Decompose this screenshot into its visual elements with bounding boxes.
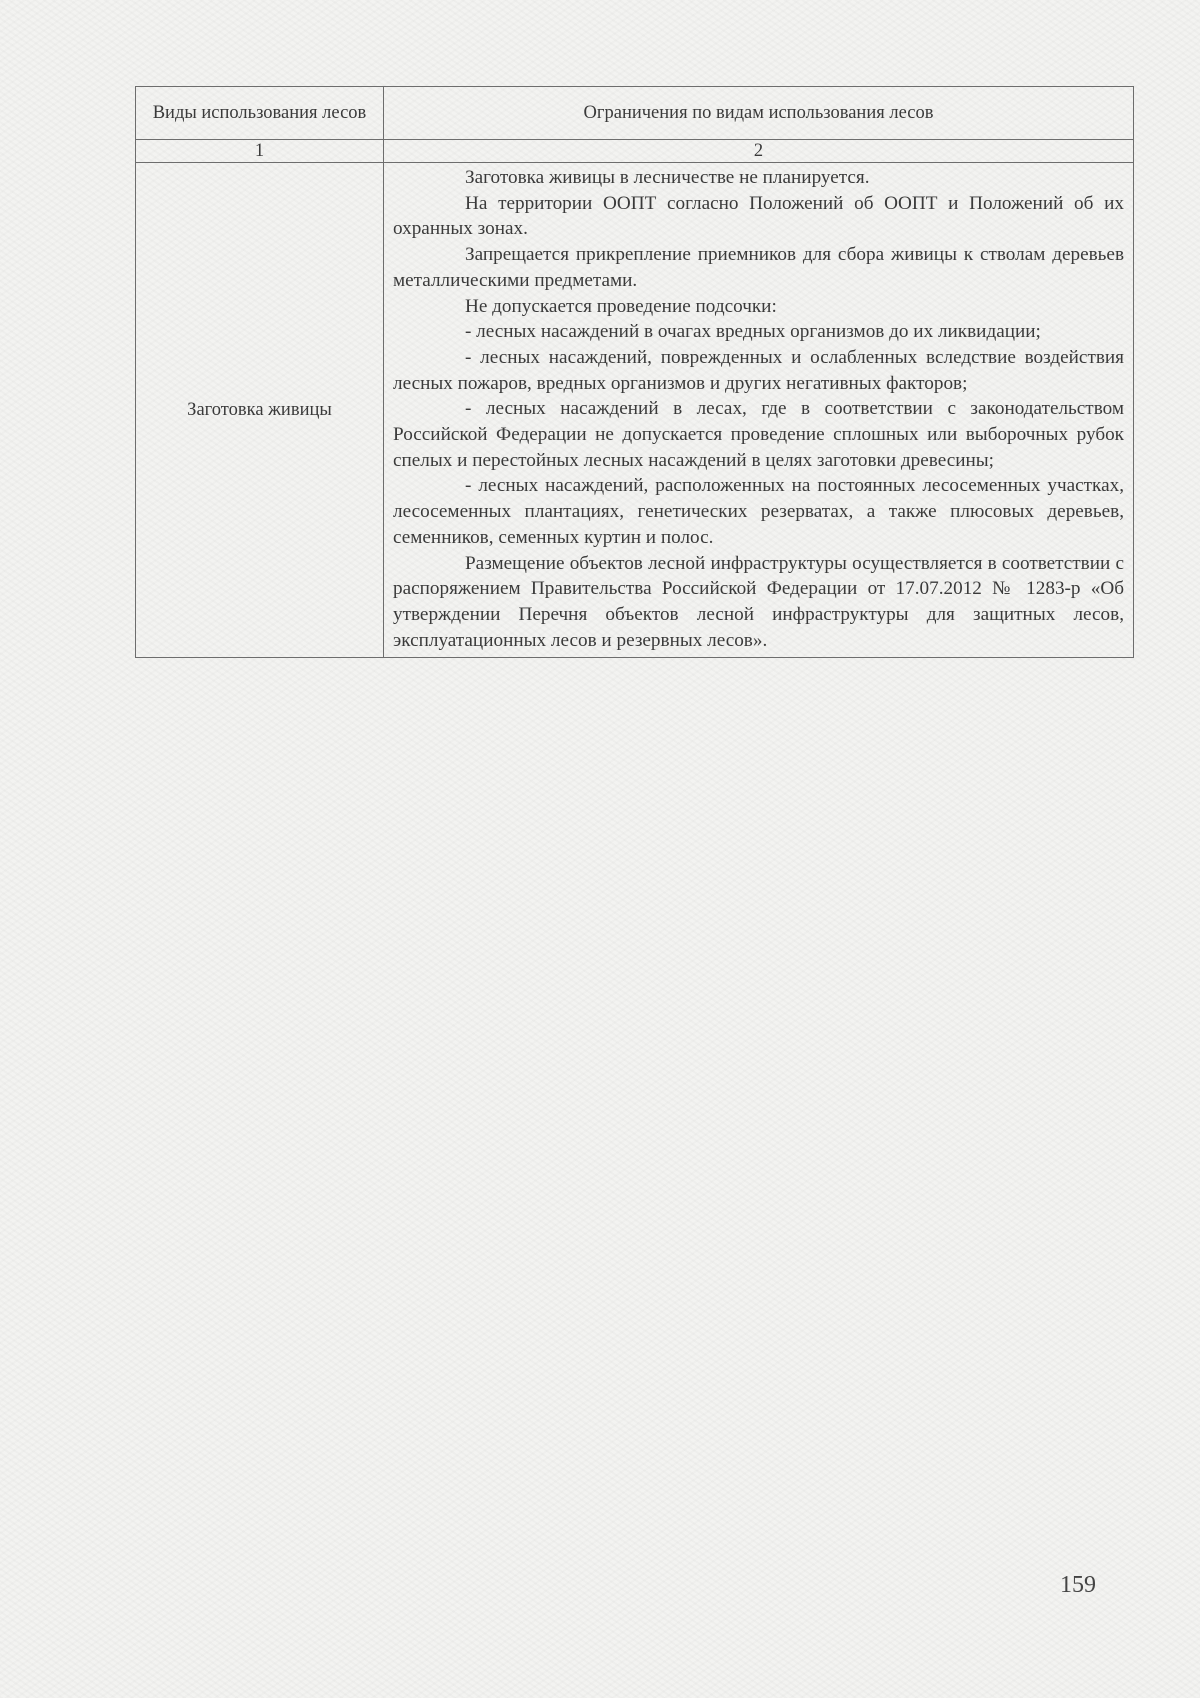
column-numbers-row xyxy=(136,140,1134,163)
column-2-header: Ограничения по видам использования лесов xyxy=(384,87,1134,140)
paragraph: Не допускается проведение подсочки: xyxy=(465,295,777,317)
table-header-row xyxy=(136,87,1134,140)
column-1-number: 1 xyxy=(136,140,384,163)
paragraph: Заготовка живицы в лесничестве не планируется. xyxy=(465,167,870,188)
paragraph: Запрещается прикрепление приемников для сбора живицы к стволам деревьев металлическими предметами. xyxy=(393,244,1124,291)
restrictions-table xyxy=(135,86,1134,658)
forest-use-type: Заготовка живицы xyxy=(136,163,384,658)
paragraph: - лесных насаждений, расположенных на постоянных лесосеменных участках, лесосеменных плантациях, генетических резерватах, а также плюсовых деревьев, семенников, семенных куртин и полос. xyxy=(393,475,1124,548)
table-row xyxy=(136,163,1134,658)
paragraph: - лесных насаждений в очагах вредных организмов до их ликвидации; xyxy=(465,321,1041,343)
paragraph: На территории ООПТ согласно Положений об ООПТ и Положений об их охранных зонах. xyxy=(393,192,1124,240)
paragraph: Размещение объектов лесной инфраструктуры осуществляется в соответствии с распоряжением Правительства Российской Федерации от 17.07.2012 № 1283-р «Об утверждении Перечня объектов лесной инфраструктуры для защитных лесов, эксплуатационных лесов и резервных лесов». xyxy=(393,552,1124,651)
page-number: 159 xyxy=(1060,1572,1096,1598)
paragraph: - лесных насаждений, поврежденных и ослабленных вследствие воздействия лесных пожаров, вредных организмов и других негативных факторов; xyxy=(393,346,1124,394)
column-2-number: 2 xyxy=(384,140,1134,163)
column-1-header: Виды использования лесов xyxy=(136,87,384,140)
paragraph: - лесных насаждений в лесах, где в соответствии с законодательством Российской Федерации не допускается проведение сплошных или выборочных рубок спелых и перестойных лесных насаждений в целях заготовки древесины; xyxy=(393,398,1124,471)
restrictions-text xyxy=(384,163,1134,658)
